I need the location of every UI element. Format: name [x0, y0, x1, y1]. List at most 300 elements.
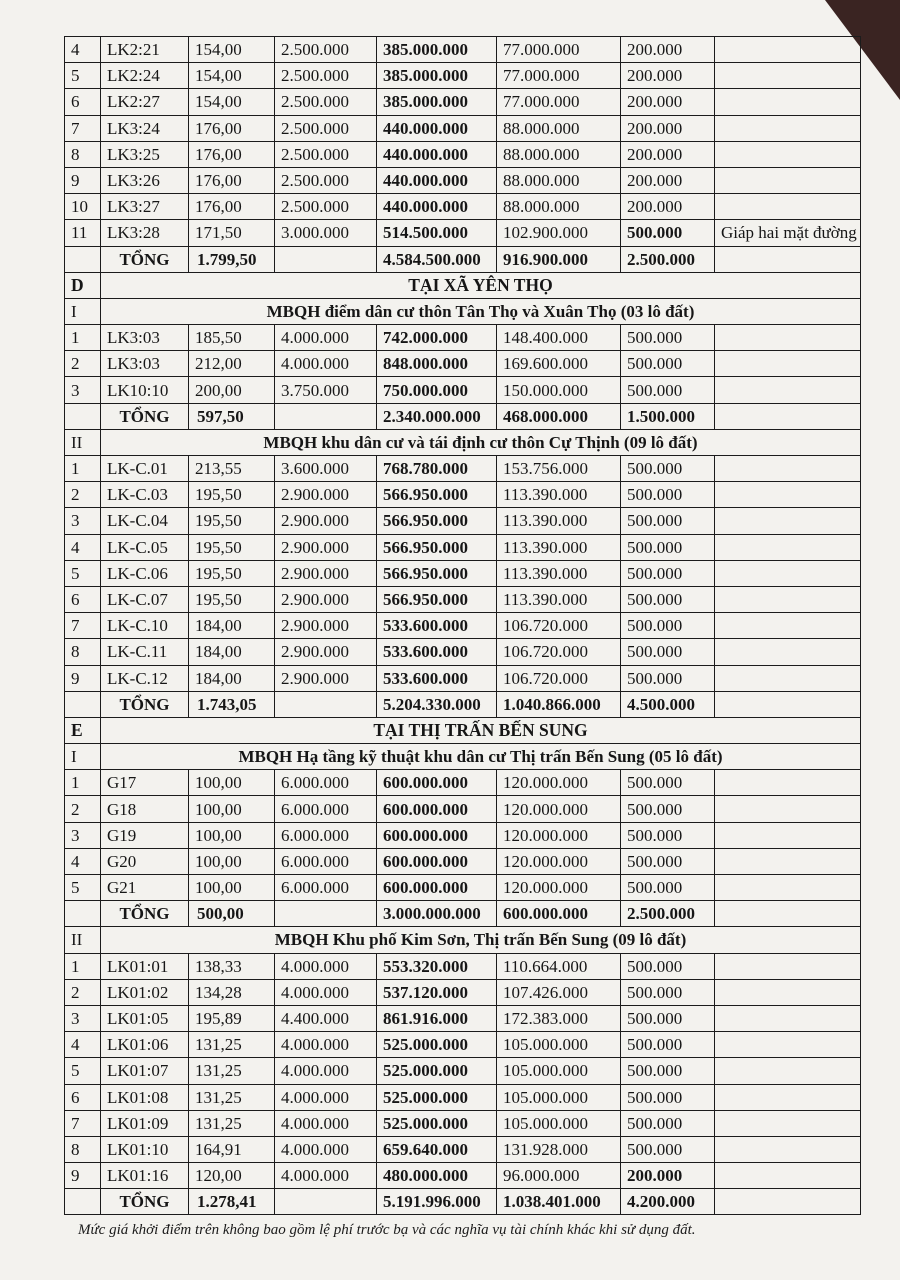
price-step: 500.000 — [621, 377, 715, 403]
row-note — [715, 1163, 861, 1189]
starting-price: 600.000.000 — [377, 875, 497, 901]
lot-code: LK2:27 — [101, 89, 189, 115]
unit-price: 2.900.000 — [275, 613, 377, 639]
deposit-amount: 120.000.000 — [497, 875, 621, 901]
row-number: 1 — [65, 770, 101, 796]
price-step: 500.000 — [621, 613, 715, 639]
lot-area: 195,50 — [189, 534, 275, 560]
row-number: 9 — [65, 167, 101, 193]
starting-price: 525.000.000 — [377, 1110, 497, 1136]
lot-area: 134,28 — [189, 979, 275, 1005]
blank-cell — [65, 901, 101, 927]
row-note — [715, 770, 861, 796]
lot-area: 100,00 — [189, 875, 275, 901]
starting-price: 566.950.000 — [377, 560, 497, 586]
table-row — [65, 1058, 861, 1084]
price-step: 500.000 — [621, 508, 715, 534]
table-row — [65, 115, 861, 141]
deposit-amount: 96.000.000 — [497, 1163, 621, 1189]
lot-code: LK3:03 — [101, 351, 189, 377]
lot-area: 195,50 — [189, 586, 275, 612]
deposit-amount: 105.000.000 — [497, 1058, 621, 1084]
subsection-title: MBQH điểm dân cư thôn Tân Thọ và Xuân Thọ (03 lô đất) — [101, 298, 861, 324]
starting-price: 533.600.000 — [377, 613, 497, 639]
deposit-amount: 88.000.000 — [497, 115, 621, 141]
subsection-title: MBQH Hạ tầng kỹ thuật khu dân cư Thị trấn Bến Sung (05 lô đất) — [101, 744, 861, 770]
deposit-amount: 131.928.000 — [497, 1136, 621, 1162]
unit-price: 2.500.000 — [275, 141, 377, 167]
lot-code: G17 — [101, 770, 189, 796]
lot-area: 131,25 — [189, 1110, 275, 1136]
lot-code: LK-C.07 — [101, 586, 189, 612]
deposit-amount: 150.000.000 — [497, 377, 621, 403]
starting-price: 553.320.000 — [377, 953, 497, 979]
total-price-step: 4.200.000 — [621, 1189, 715, 1215]
unit-price: 4.000.000 — [275, 1110, 377, 1136]
row-number: 2 — [65, 979, 101, 1005]
row-number: 1 — [65, 325, 101, 351]
starting-price: 440.000.000 — [377, 115, 497, 141]
price-step: 500.000 — [621, 979, 715, 1005]
starting-price: 659.640.000 — [377, 1136, 497, 1162]
lot-code: LK3:24 — [101, 115, 189, 141]
price-step: 500.000 — [621, 1058, 715, 1084]
lot-code: LK01:01 — [101, 953, 189, 979]
total-starting-price: 2.340.000.000 — [377, 403, 497, 429]
lot-code: LK-C.04 — [101, 508, 189, 534]
price-step: 500.000 — [621, 639, 715, 665]
total-deposit: 600.000.000 — [497, 901, 621, 927]
total-deposit: 916.900.000 — [497, 246, 621, 272]
price-step: 200.000 — [621, 37, 715, 63]
row-note — [715, 534, 861, 560]
price-step: 200.000 — [621, 63, 715, 89]
subsection-header-row — [65, 927, 861, 953]
starting-price: 480.000.000 — [377, 1163, 497, 1189]
row-note — [715, 456, 861, 482]
lot-code: LK01:07 — [101, 1058, 189, 1084]
unit-price: 2.900.000 — [275, 482, 377, 508]
total-label: TỔNG — [101, 691, 189, 717]
total-price-step: 2.500.000 — [621, 901, 715, 927]
row-note — [715, 1136, 861, 1162]
table-row — [65, 167, 861, 193]
starting-price: 742.000.000 — [377, 325, 497, 351]
total-area: 1.278,41 — [189, 1189, 275, 1215]
lot-area: 185,50 — [189, 325, 275, 351]
lot-area: 176,00 — [189, 115, 275, 141]
subsection-code: I — [65, 744, 101, 770]
row-note — [715, 979, 861, 1005]
section-code: D — [65, 272, 101, 298]
lot-code: LK2:21 — [101, 37, 189, 63]
deposit-amount: 77.000.000 — [497, 63, 621, 89]
row-number: 6 — [65, 586, 101, 612]
subsection-header-row — [65, 744, 861, 770]
unit-price: 4.000.000 — [275, 1136, 377, 1162]
table-row — [65, 665, 861, 691]
starting-price: 600.000.000 — [377, 848, 497, 874]
unit-price: 2.500.000 — [275, 37, 377, 63]
unit-price: 4.000.000 — [275, 1058, 377, 1084]
section-header-row — [65, 272, 861, 298]
starting-price: 514.500.000 — [377, 220, 497, 246]
blank-cell — [275, 403, 377, 429]
lot-code: LK3:25 — [101, 141, 189, 167]
unit-price: 6.000.000 — [275, 875, 377, 901]
unit-price: 3.000.000 — [275, 220, 377, 246]
total-area: 597,50 — [189, 403, 275, 429]
lot-code: LK-C.05 — [101, 534, 189, 560]
row-number: 7 — [65, 115, 101, 141]
starting-price: 525.000.000 — [377, 1032, 497, 1058]
lot-code: LK01:09 — [101, 1110, 189, 1136]
lot-code: LK3:28 — [101, 220, 189, 246]
row-number: 10 — [65, 194, 101, 220]
deposit-amount: 120.000.000 — [497, 796, 621, 822]
lot-code: LK-C.01 — [101, 456, 189, 482]
table-row — [65, 1163, 861, 1189]
unit-price: 2.500.000 — [275, 89, 377, 115]
starting-price: 848.000.000 — [377, 351, 497, 377]
row-note — [715, 848, 861, 874]
deposit-amount: 113.390.000 — [497, 534, 621, 560]
price-step: 500.000 — [621, 796, 715, 822]
blank-cell — [65, 1189, 101, 1215]
deposit-amount: 110.664.000 — [497, 953, 621, 979]
table-row — [65, 586, 861, 612]
lot-code: LK2:24 — [101, 63, 189, 89]
total-row — [65, 1189, 861, 1215]
unit-price: 2.500.000 — [275, 115, 377, 141]
price-step: 500.000 — [621, 351, 715, 377]
row-note — [715, 167, 861, 193]
lot-code: LK-C.10 — [101, 613, 189, 639]
row-note — [715, 953, 861, 979]
lot-area: 195,50 — [189, 508, 275, 534]
unit-price: 4.000.000 — [275, 1032, 377, 1058]
unit-price: 3.750.000 — [275, 377, 377, 403]
total-area: 500,00 — [189, 901, 275, 927]
deposit-amount: 169.600.000 — [497, 351, 621, 377]
lot-area: 154,00 — [189, 89, 275, 115]
table-row — [65, 325, 861, 351]
lot-area: 176,00 — [189, 194, 275, 220]
lot-code: LK3:27 — [101, 194, 189, 220]
table-row — [65, 63, 861, 89]
subsection-title: MBQH khu dân cư và tái định cư thôn Cự Thịnh (09 lô đất) — [101, 429, 861, 455]
lot-area: 200,00 — [189, 377, 275, 403]
row-number: 5 — [65, 560, 101, 586]
price-step: 500.000 — [621, 1032, 715, 1058]
unit-price: 6.000.000 — [275, 848, 377, 874]
price-step: 500.000 — [621, 1136, 715, 1162]
row-number: 3 — [65, 508, 101, 534]
price-step: 500.000 — [621, 560, 715, 586]
blank-cell — [715, 691, 861, 717]
lot-area: 184,00 — [189, 665, 275, 691]
unit-price: 6.000.000 — [275, 796, 377, 822]
unit-price: 2.500.000 — [275, 194, 377, 220]
deposit-amount: 120.000.000 — [497, 770, 621, 796]
starting-price: 440.000.000 — [377, 194, 497, 220]
lot-area: 100,00 — [189, 770, 275, 796]
starting-price: 768.780.000 — [377, 456, 497, 482]
price-step: 500.000 — [621, 482, 715, 508]
table-row — [65, 639, 861, 665]
table-row — [65, 377, 861, 403]
table-row — [65, 770, 861, 796]
total-price-step: 2.500.000 — [621, 246, 715, 272]
starting-price: 385.000.000 — [377, 63, 497, 89]
row-note — [715, 1084, 861, 1110]
total-row — [65, 691, 861, 717]
row-number: 7 — [65, 613, 101, 639]
deposit-amount: 106.720.000 — [497, 665, 621, 691]
row-note — [715, 482, 861, 508]
total-area: 1.799,50 — [189, 246, 275, 272]
row-note — [715, 141, 861, 167]
row-note — [715, 613, 861, 639]
row-note — [715, 665, 861, 691]
row-note — [715, 875, 861, 901]
table-row — [65, 953, 861, 979]
blank-cell — [275, 901, 377, 927]
table-row — [65, 1136, 861, 1162]
table-row — [65, 979, 861, 1005]
row-number: 8 — [65, 141, 101, 167]
row-number: 4 — [65, 1032, 101, 1058]
unit-price: 2.500.000 — [275, 63, 377, 89]
row-number: 7 — [65, 1110, 101, 1136]
lot-area: 195,50 — [189, 560, 275, 586]
land-auction-table — [64, 36, 861, 1215]
lot-code: LK01:16 — [101, 1163, 189, 1189]
starting-price: 440.000.000 — [377, 141, 497, 167]
lot-area: 131,25 — [189, 1058, 275, 1084]
deposit-amount: 113.390.000 — [497, 586, 621, 612]
unit-price: 2.500.000 — [275, 167, 377, 193]
row-number: 5 — [65, 875, 101, 901]
row-note — [715, 1032, 861, 1058]
footnote: Mức giá khởi điểm trên không bao gồm lệ phí trước bạ và các nghĩa vụ tài chính khác khi sử dụng đất. — [78, 1222, 696, 1238]
table-row — [65, 37, 861, 63]
row-note — [715, 89, 861, 115]
deposit-amount: 153.756.000 — [497, 456, 621, 482]
lot-code: LK-C.11 — [101, 639, 189, 665]
unit-price: 2.900.000 — [275, 665, 377, 691]
lot-area: 176,00 — [189, 141, 275, 167]
lot-area: 154,00 — [189, 37, 275, 63]
total-row — [65, 901, 861, 927]
price-step: 200.000 — [621, 167, 715, 193]
row-note — [715, 1005, 861, 1031]
starting-price: 533.600.000 — [377, 639, 497, 665]
row-number: 2 — [65, 482, 101, 508]
unit-price: 4.000.000 — [275, 325, 377, 351]
blank-cell — [275, 1189, 377, 1215]
deposit-amount: 106.720.000 — [497, 639, 621, 665]
row-number: 2 — [65, 351, 101, 377]
unit-price: 6.000.000 — [275, 770, 377, 796]
deposit-amount: 113.390.000 — [497, 560, 621, 586]
lot-code: LK-C.06 — [101, 560, 189, 586]
row-number: 1 — [65, 456, 101, 482]
starting-price: 525.000.000 — [377, 1058, 497, 1084]
lot-area: 184,00 — [189, 639, 275, 665]
total-price-step: 1.500.000 — [621, 403, 715, 429]
price-step: 500.000 — [621, 822, 715, 848]
total-label: TỔNG — [101, 1189, 189, 1215]
starting-price: 566.950.000 — [377, 586, 497, 612]
lot-area: 171,50 — [189, 220, 275, 246]
table-row — [65, 482, 861, 508]
lot-code: LK01:05 — [101, 1005, 189, 1031]
deposit-amount: 113.390.000 — [497, 508, 621, 534]
row-number: 4 — [65, 534, 101, 560]
blank-cell — [715, 403, 861, 429]
lot-area: 213,55 — [189, 456, 275, 482]
starting-price: 750.000.000 — [377, 377, 497, 403]
row-number: 3 — [65, 1005, 101, 1031]
lot-code: LK3:26 — [101, 167, 189, 193]
lot-code: G19 — [101, 822, 189, 848]
table-body — [65, 37, 861, 1215]
deposit-amount: 105.000.000 — [497, 1084, 621, 1110]
starting-price: 566.950.000 — [377, 482, 497, 508]
lot-code: LK3:03 — [101, 325, 189, 351]
table-row — [65, 141, 861, 167]
price-step: 500.000 — [621, 1110, 715, 1136]
deposit-amount: 105.000.000 — [497, 1110, 621, 1136]
row-note — [715, 325, 861, 351]
unit-price: 2.900.000 — [275, 639, 377, 665]
starting-price: 600.000.000 — [377, 796, 497, 822]
starting-price: 566.950.000 — [377, 508, 497, 534]
row-note — [715, 37, 861, 63]
lot-area: 195,89 — [189, 1005, 275, 1031]
deposit-amount: 88.000.000 — [497, 167, 621, 193]
section-title: TẠI THỊ TRẤN BẾN SUNG — [101, 717, 861, 743]
price-step: 200.000 — [621, 141, 715, 167]
total-row — [65, 403, 861, 429]
price-step: 500.000 — [621, 1084, 715, 1110]
row-number: 8 — [65, 639, 101, 665]
price-step: 500.000 — [621, 848, 715, 874]
row-note — [715, 586, 861, 612]
lot-area: 212,00 — [189, 351, 275, 377]
row-number: 9 — [65, 665, 101, 691]
subsection-code: II — [65, 429, 101, 455]
subsection-header-row — [65, 429, 861, 455]
row-note — [715, 351, 861, 377]
subsection-header-row — [65, 298, 861, 324]
row-note — [715, 560, 861, 586]
price-step: 200.000 — [621, 89, 715, 115]
price-step: 500.000 — [621, 665, 715, 691]
starting-price: 525.000.000 — [377, 1084, 497, 1110]
row-note — [715, 63, 861, 89]
row-number: 3 — [65, 377, 101, 403]
row-number: 3 — [65, 822, 101, 848]
row-number: 6 — [65, 1084, 101, 1110]
section-header-row — [65, 717, 861, 743]
starting-price: 385.000.000 — [377, 89, 497, 115]
lot-area: 164,91 — [189, 1136, 275, 1162]
deposit-amount: 148.400.000 — [497, 325, 621, 351]
deposit-amount: 88.000.000 — [497, 141, 621, 167]
lot-code: LK01:06 — [101, 1032, 189, 1058]
row-number: 5 — [65, 1058, 101, 1084]
starting-price: 537.120.000 — [377, 979, 497, 1005]
lot-area: 131,25 — [189, 1032, 275, 1058]
blank-cell — [65, 246, 101, 272]
table-row — [65, 534, 861, 560]
unit-price: 2.900.000 — [275, 560, 377, 586]
subsection-title: MBQH Khu phố Kim Sơn, Thị trấn Bến Sung (09 lô đất) — [101, 927, 861, 953]
price-step: 500.000 — [621, 1005, 715, 1031]
table-row — [65, 796, 861, 822]
unit-price: 2.900.000 — [275, 508, 377, 534]
row-note — [715, 822, 861, 848]
lot-area: 195,50 — [189, 482, 275, 508]
row-number: 6 — [65, 89, 101, 115]
blank-cell — [275, 246, 377, 272]
row-note — [715, 1058, 861, 1084]
unit-price: 6.000.000 — [275, 822, 377, 848]
deposit-amount: 77.000.000 — [497, 37, 621, 63]
price-step: 200.000 — [621, 115, 715, 141]
table-row — [65, 560, 861, 586]
total-label: TỔNG — [101, 901, 189, 927]
total-label: TỔNG — [101, 246, 189, 272]
price-step: 500.000 — [621, 770, 715, 796]
total-label: TỔNG — [101, 403, 189, 429]
starting-price: 861.916.000 — [377, 1005, 497, 1031]
blank-cell — [715, 246, 861, 272]
price-step: 500.000 — [621, 586, 715, 612]
lot-code: LK01:10 — [101, 1136, 189, 1162]
table-row — [65, 456, 861, 482]
lot-code: LK01:02 — [101, 979, 189, 1005]
blank-cell — [275, 691, 377, 717]
total-starting-price: 5.204.330.000 — [377, 691, 497, 717]
total-starting-price: 5.191.996.000 — [377, 1189, 497, 1215]
deposit-amount: 77.000.000 — [497, 89, 621, 115]
table-row — [65, 508, 861, 534]
unit-price: 4.000.000 — [275, 1163, 377, 1189]
row-note — [715, 377, 861, 403]
row-number: 1 — [65, 953, 101, 979]
row-note: Giáp hai mặt đường — [715, 220, 861, 246]
total-area: 1.743,05 — [189, 691, 275, 717]
price-step: 500.000 — [621, 875, 715, 901]
starting-price: 533.600.000 — [377, 665, 497, 691]
row-note — [715, 508, 861, 534]
deposit-amount: 113.390.000 — [497, 482, 621, 508]
deposit-amount: 120.000.000 — [497, 822, 621, 848]
table-row — [65, 822, 861, 848]
deposit-amount: 107.426.000 — [497, 979, 621, 1005]
row-note — [715, 194, 861, 220]
lot-area: 100,00 — [189, 848, 275, 874]
deposit-amount: 102.900.000 — [497, 220, 621, 246]
lot-code: G21 — [101, 875, 189, 901]
unit-price: 4.000.000 — [275, 953, 377, 979]
lot-code: LK10:10 — [101, 377, 189, 403]
lot-area: 176,00 — [189, 167, 275, 193]
subsection-code: II — [65, 927, 101, 953]
